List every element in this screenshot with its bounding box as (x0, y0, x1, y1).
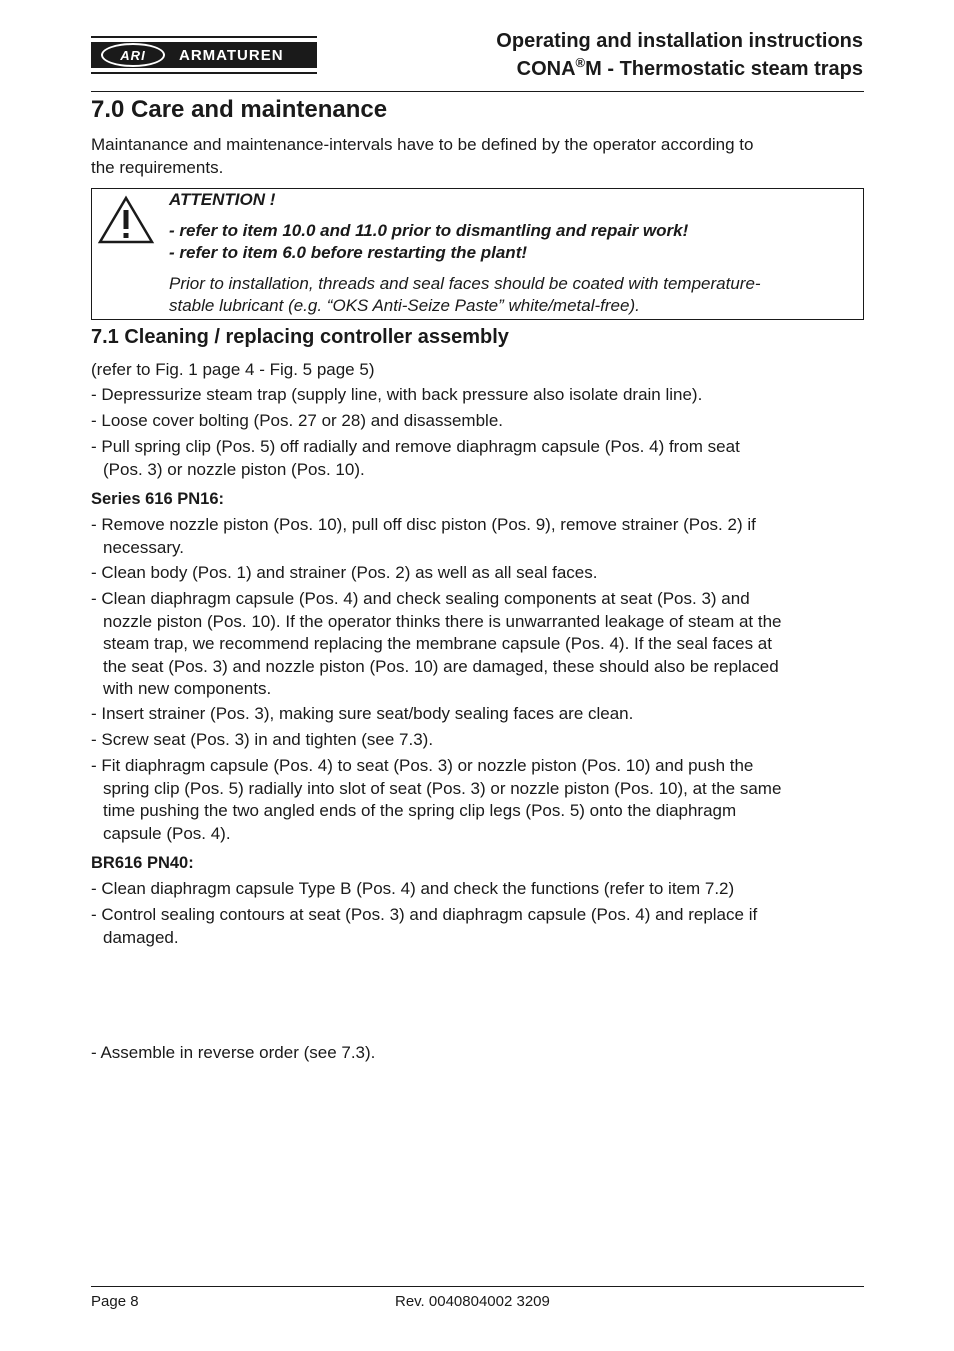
attention-text (169, 189, 859, 318)
list-item (91, 904, 864, 949)
intro-line-1: Maintanance and maintenance-intervals have to be defined by the operator according to (91, 135, 754, 154)
list-item (91, 729, 864, 752)
warning-triangle-icon (97, 195, 155, 245)
footer-rule (91, 1286, 864, 1287)
list-item-line: - Control sealing contours at seat (Pos. 3) and diaphragm capsule (Pos. 4) and replace if (91, 905, 758, 924)
list-item-line: - Insert strainer (Pos. 3), making sure seat/body sealing faces are clean. (91, 704, 634, 723)
list-item (91, 410, 864, 433)
company-logo (91, 36, 317, 74)
title-product: CONA (516, 58, 576, 80)
logo-text: ARMATUREN (179, 46, 284, 64)
intro-paragraph (91, 134, 864, 179)
attention-line-1: - refer to item 10.0 and 11.0 prior to dismantling and repair work! (169, 220, 689, 240)
list-item (91, 514, 864, 559)
list-item (91, 878, 864, 901)
title-line-1: Operating and installation instructions (496, 30, 863, 52)
list-item (91, 588, 864, 701)
list-item (91, 384, 864, 407)
list-item-line: steam trap, we recommend replacing the membrane capsule (Pos. 4). If the seal faces at (103, 634, 772, 653)
list-item-line: - Loose cover bolting (Pos. 27 or 28) and disassemble. (91, 411, 504, 430)
page-number: Page 8 (91, 1293, 139, 1310)
list-item-line: - Clean diaphragm capsule Type B (Pos. 4) and check the functions (refer to item 7.2) (91, 879, 735, 898)
list-item-line: - Depressurize steam trap (supply line, with back pressure also isolate drain line). (91, 385, 703, 404)
list-item-line: - Remove nozzle piston (Pos. 10), pull off disc piston (Pos. 9), remove strainer (Pos. 2) if (91, 515, 756, 534)
attention-note-line-1: Prior to installation, threads and seal faces should be coated with temperature- (169, 273, 761, 293)
list-item-line: - Assemble in reverse order (see 7.3). (91, 1043, 376, 1062)
list-item-line: capsule (Pos. 4). (103, 823, 231, 843)
list-item-line: - Clean body (Pos. 1) and strainer (Pos. 2) as well as all seal faces. (91, 563, 598, 582)
section-heading-7-1: 7.1 Cleaning / replacing controller assembly (91, 326, 509, 348)
list-item-line: with new components. (103, 679, 272, 698)
list-item (91, 562, 864, 585)
list-item-line: time pushing the two angled ends of the spring clip legs (Pos. 5) onto the diaphragm (103, 801, 737, 820)
title-subtitle: M - Thermostatic steam traps (585, 58, 863, 80)
revision-number: Rev. 0040804002 3209 (395, 1293, 550, 1310)
list-item-line: spring clip (Pos. 5) radially into slot of seat (Pos. 3) or nozzle piston (Pos. 10), at the same (103, 778, 782, 798)
br616-heading: BR616 PN40: (91, 854, 194, 872)
attention-box (91, 188, 864, 320)
intro-line-2: the requirements. (91, 157, 224, 177)
document-title (496, 27, 863, 83)
logo-mark: ARI (101, 43, 165, 67)
list-item-line: - Pull spring clip (Pos. 5) off radially and remove diaphragm capsule (Pos. 4) from seat (91, 437, 740, 456)
attention-line-2: - refer to item 6.0 before restarting the plant! (169, 243, 528, 262)
title-line-2 (496, 55, 863, 83)
list-item (91, 703, 864, 726)
list-item-line: nozzle piston (Pos. 10). If the operator thinks there is unwarranted leakage of steam at the (103, 611, 782, 631)
list-item (91, 755, 864, 845)
header-rule (91, 91, 864, 92)
list-item-line: necessary. (103, 537, 184, 557)
figure-reference: (refer to Fig. 1 page 4 - Fig. 5 page 5) (91, 360, 375, 379)
registered-mark: ® (575, 55, 586, 70)
list-item (91, 436, 864, 481)
list-item-line: damaged. (103, 927, 179, 947)
list-item-line: the seat (Pos. 3) and nozzle piston (Pos. 10) are damaged, these should also be replaced (103, 656, 779, 676)
list-item-line: - Fit diaphragm capsule (Pos. 4) to seat (Pos. 3) or nozzle piston (Pos. 10) and push the (91, 756, 754, 775)
list-item (91, 1042, 864, 1065)
section-heading-7-0: 7.0 Care and maintenance (91, 96, 388, 123)
attention-title: ATTENTION ! (169, 190, 276, 209)
list-item-line: - Screw seat (Pos. 3) in and tighten (see 7.3). (91, 730, 434, 749)
list-item-line: (Pos. 3) or nozzle piston (Pos. 10). (103, 459, 365, 479)
series-616-heading: Series 616 PN16: (91, 490, 225, 508)
list-item-line: - Clean diaphragm capsule (Pos. 4) and check sealing components at seat (Pos. 3) and (91, 589, 750, 608)
attention-note-line-2: stable lubricant (e.g. “OKS Anti-Seize Paste” white/metal-free). (169, 296, 640, 315)
